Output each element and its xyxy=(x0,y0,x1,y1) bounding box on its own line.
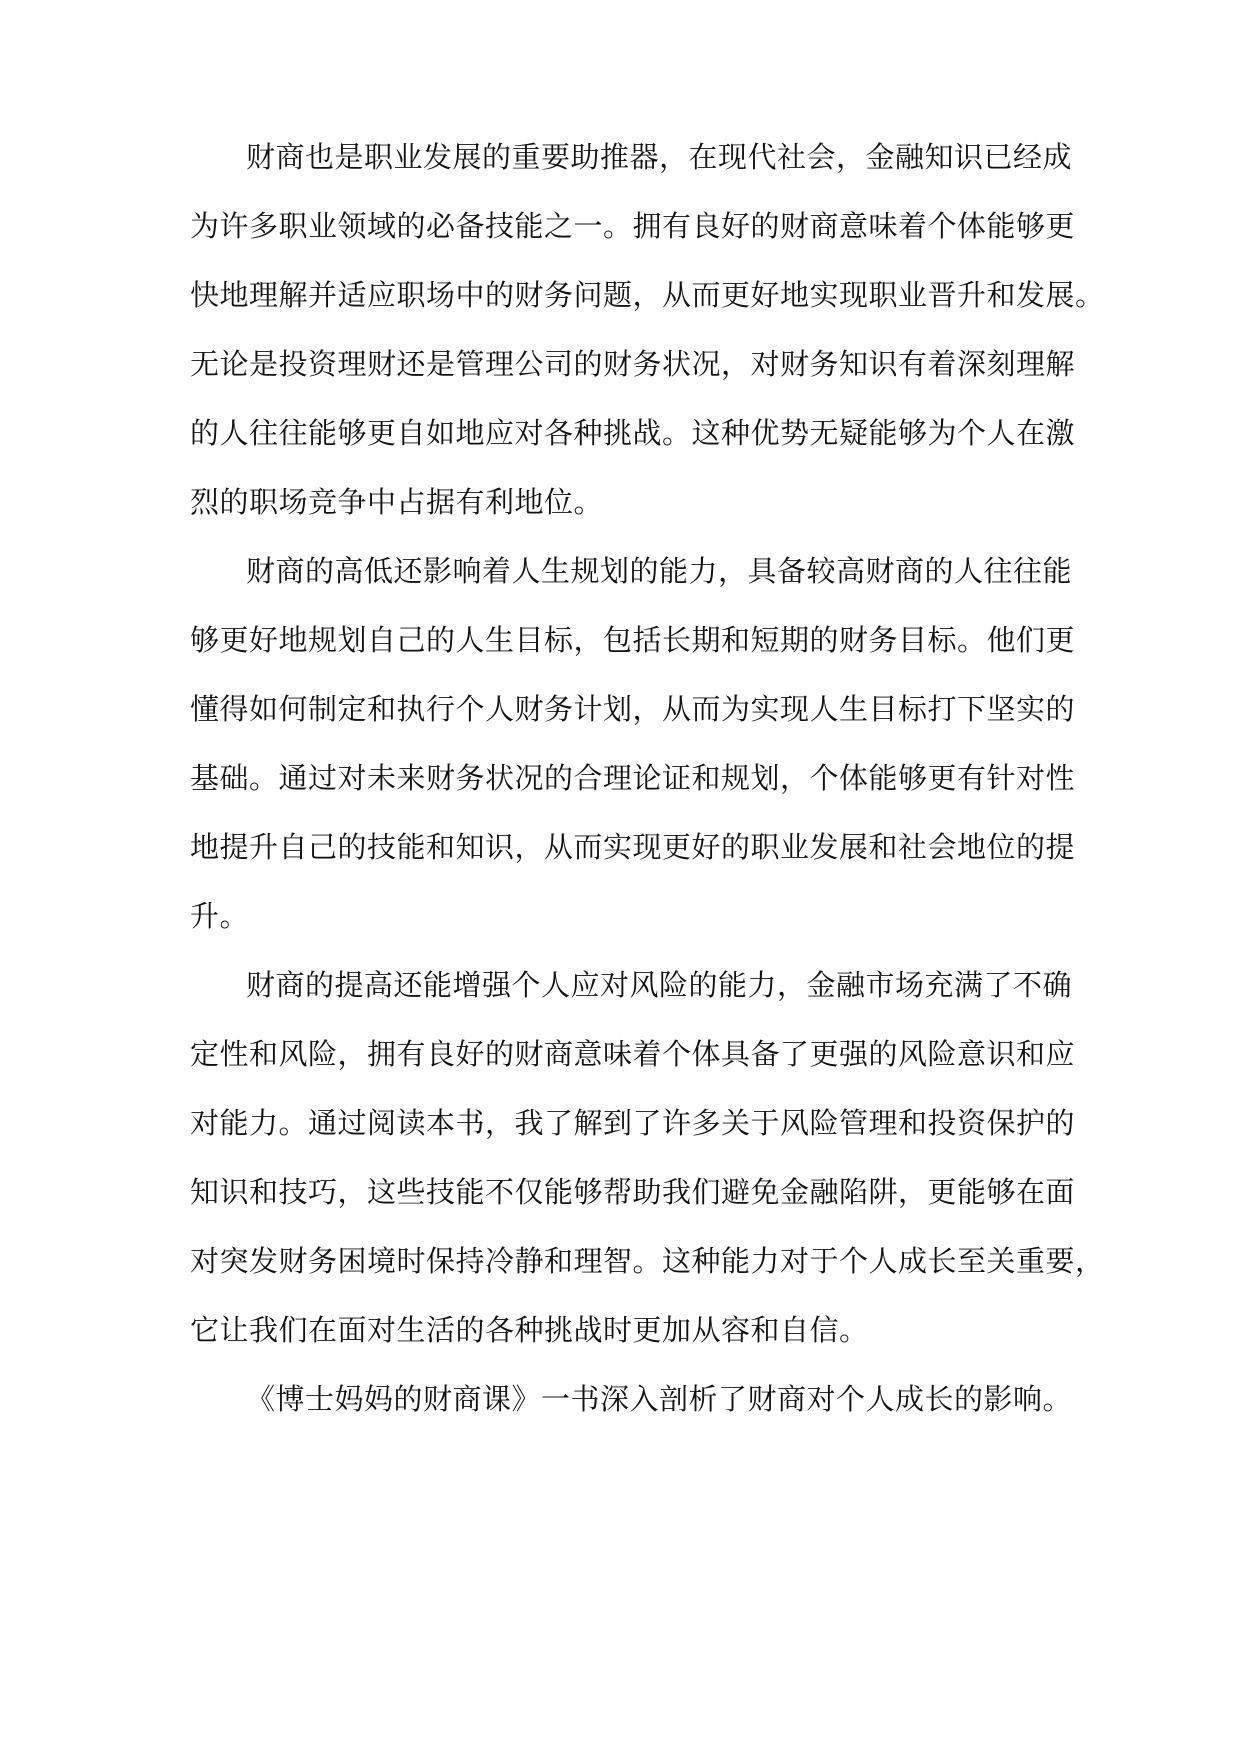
paragraph-line: 升。 xyxy=(190,899,250,933)
paragraph-line: 为许多职业领域的必备技能之一。拥有良好的财商意味着个体能够更 xyxy=(190,209,1076,243)
paragraph-line: 懂得如何制定和执行个人财务计划，从而为实现人生目标打下坚实的 xyxy=(190,692,1076,726)
paragraph-line: 财商的提高还能增强个人应对风险的能力，金融市场充满了不确 xyxy=(246,968,1073,1002)
paragraph-line: 烈的职场竞争中占据有利地位。 xyxy=(190,485,604,519)
paragraph-line: 它让我们在面对生活的各种挑战时更加从容和自信。 xyxy=(190,1313,869,1347)
paragraph-line: 基础。通过对未来财务状况的合理论证和规划，个体能够更有针对性 xyxy=(190,761,1076,795)
paragraph-line: 对能力。通过阅读本书，我了解到了许多关于风险管理和投资保护的 xyxy=(190,1106,1076,1140)
paragraph-line: 知识和技巧，这些技能不仅能够帮助我们避免金融陷阱，更能够在面 xyxy=(190,1175,1076,1209)
paragraph-line: 够更好地规划自己的人生目标，包括长期和短期的财务目标。他们更 xyxy=(190,623,1076,657)
paragraph-line: 无论是投资理财还是管理公司的财务状况，对财务知识有着深刻理解 xyxy=(190,347,1076,381)
paragraph-line: 对突发财务困境时保持冷静和理智。这种能力对于个人成长至关重要， xyxy=(190,1244,1105,1278)
paragraph-line: 定性和风险，拥有良好的财商意味着个体具备了更强的风险意识和应 xyxy=(190,1037,1076,1071)
paragraph-line: 财商的高低还影响着人生规划的能力，具备较高财商的人往往能 xyxy=(246,554,1073,588)
paragraph-line: 地提升自己的技能和知识，从而实现更好的职业发展和社会地位的提 xyxy=(190,830,1076,864)
paragraph-line: 的人往往能够更自如地应对各种挑战。这种优势无疑能够为个人在激 xyxy=(190,416,1076,450)
paragraph-line: 财商也是职业发展的重要助推器，在现代社会，金融知识已经成 xyxy=(246,140,1073,174)
paragraph-line: 快地理解并适应职场中的财务问题，从而更好地实现职业晋升和发展。 xyxy=(190,278,1105,312)
paragraph-line: 《博士妈妈的财商课》一书深入剖析了财商对个人成长的影响。 xyxy=(246,1382,1073,1416)
